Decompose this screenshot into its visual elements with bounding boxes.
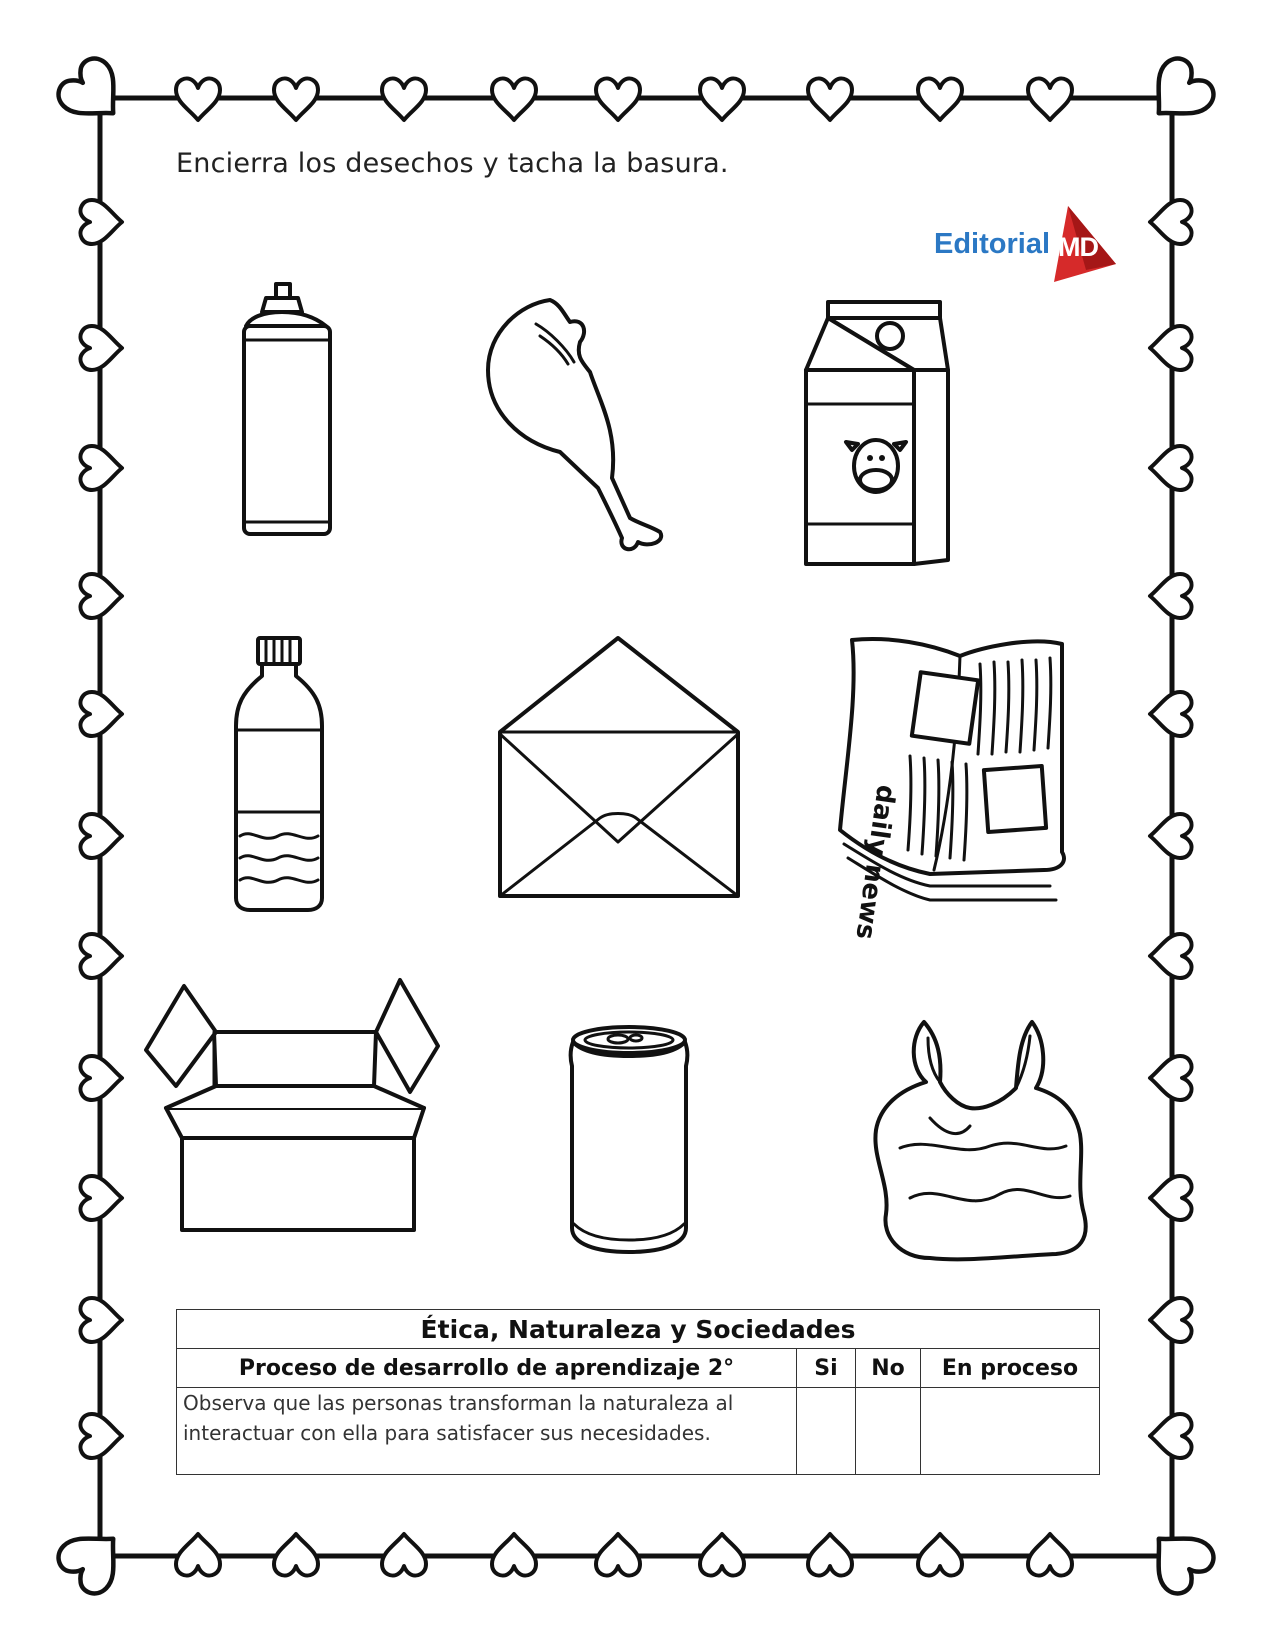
checkbox-no[interactable] — [856, 1388, 921, 1475]
border-heart — [1150, 934, 1192, 978]
checkbox-en-proceso[interactable] — [921, 1388, 1100, 1475]
border-heart — [1150, 326, 1192, 370]
border-heart — [80, 200, 122, 244]
instruction-text: Encierra los desechos y tacha la basura. — [176, 148, 729, 179]
border-heart — [596, 1534, 640, 1576]
water-bottle-icon[interactable] — [232, 636, 326, 912]
cardboard-box-icon[interactable] — [142, 978, 444, 1234]
border-heart — [1150, 1176, 1192, 1220]
border-heart — [1150, 200, 1192, 244]
border-heart — [1150, 1414, 1192, 1458]
border-heart — [80, 1176, 122, 1220]
border-heart — [80, 692, 122, 736]
border-heart — [1150, 1298, 1192, 1342]
newspaper-label: daily news — [849, 783, 901, 942]
logo-text: Editorial — [934, 228, 1051, 260]
header-en-proceso: En proceso — [921, 1349, 1100, 1388]
border-heart — [382, 1534, 426, 1576]
border-heart — [1150, 446, 1192, 490]
border-heart — [274, 1534, 318, 1576]
logo-mark: MD — [1058, 232, 1098, 262]
border-heart — [918, 1534, 962, 1576]
border-heart — [492, 78, 536, 120]
border-heart — [80, 326, 122, 370]
border-heart — [918, 78, 962, 120]
learning-description: Observa que las personas transforman la naturaleza al interactuar con ella para satisfacer sus necesidades. — [177, 1388, 797, 1475]
soda-can-icon[interactable] — [566, 1024, 692, 1256]
border-heart — [1150, 814, 1192, 858]
border-heart — [176, 1534, 220, 1576]
plastic-bag-icon[interactable] — [870, 1018, 1090, 1266]
border-heart — [1028, 1534, 1072, 1576]
newspaper-icon[interactable] — [830, 634, 1070, 942]
border-heart — [382, 78, 426, 120]
header-no: No — [856, 1349, 921, 1388]
subject-title: Ética, Naturaleza y Sociedades — [177, 1310, 1100, 1349]
border-heart — [1150, 574, 1192, 618]
editorial-logo — [934, 206, 1114, 282]
border-heart — [808, 1534, 852, 1576]
border-heart — [700, 78, 744, 120]
border-heart — [80, 446, 122, 490]
evaluation-table — [176, 1309, 1100, 1475]
border-heart — [492, 1534, 536, 1576]
border-heart — [596, 78, 640, 120]
border-heart — [80, 934, 122, 978]
checkbox-si[interactable] — [797, 1388, 856, 1475]
chicken-leg-icon[interactable] — [480, 292, 680, 562]
border-heart — [80, 1298, 122, 1342]
border-heart — [274, 78, 318, 120]
border-heart — [80, 1414, 122, 1458]
border-heart — [80, 814, 122, 858]
header-si: Si — [797, 1349, 856, 1388]
border-heart — [1150, 692, 1192, 736]
border-heart — [1028, 78, 1072, 120]
border-heart — [80, 1056, 122, 1100]
envelope-icon[interactable] — [496, 634, 742, 902]
milk-carton-icon[interactable] — [802, 300, 950, 568]
border-heart — [80, 574, 122, 618]
header-process: Proceso de desarrollo de aprendizaje 2° — [177, 1349, 797, 1388]
spray-can-icon[interactable] — [232, 282, 342, 544]
border-heart — [1150, 1056, 1192, 1100]
border-heart — [176, 78, 220, 120]
border-heart — [808, 78, 852, 120]
border-heart — [700, 1534, 744, 1576]
